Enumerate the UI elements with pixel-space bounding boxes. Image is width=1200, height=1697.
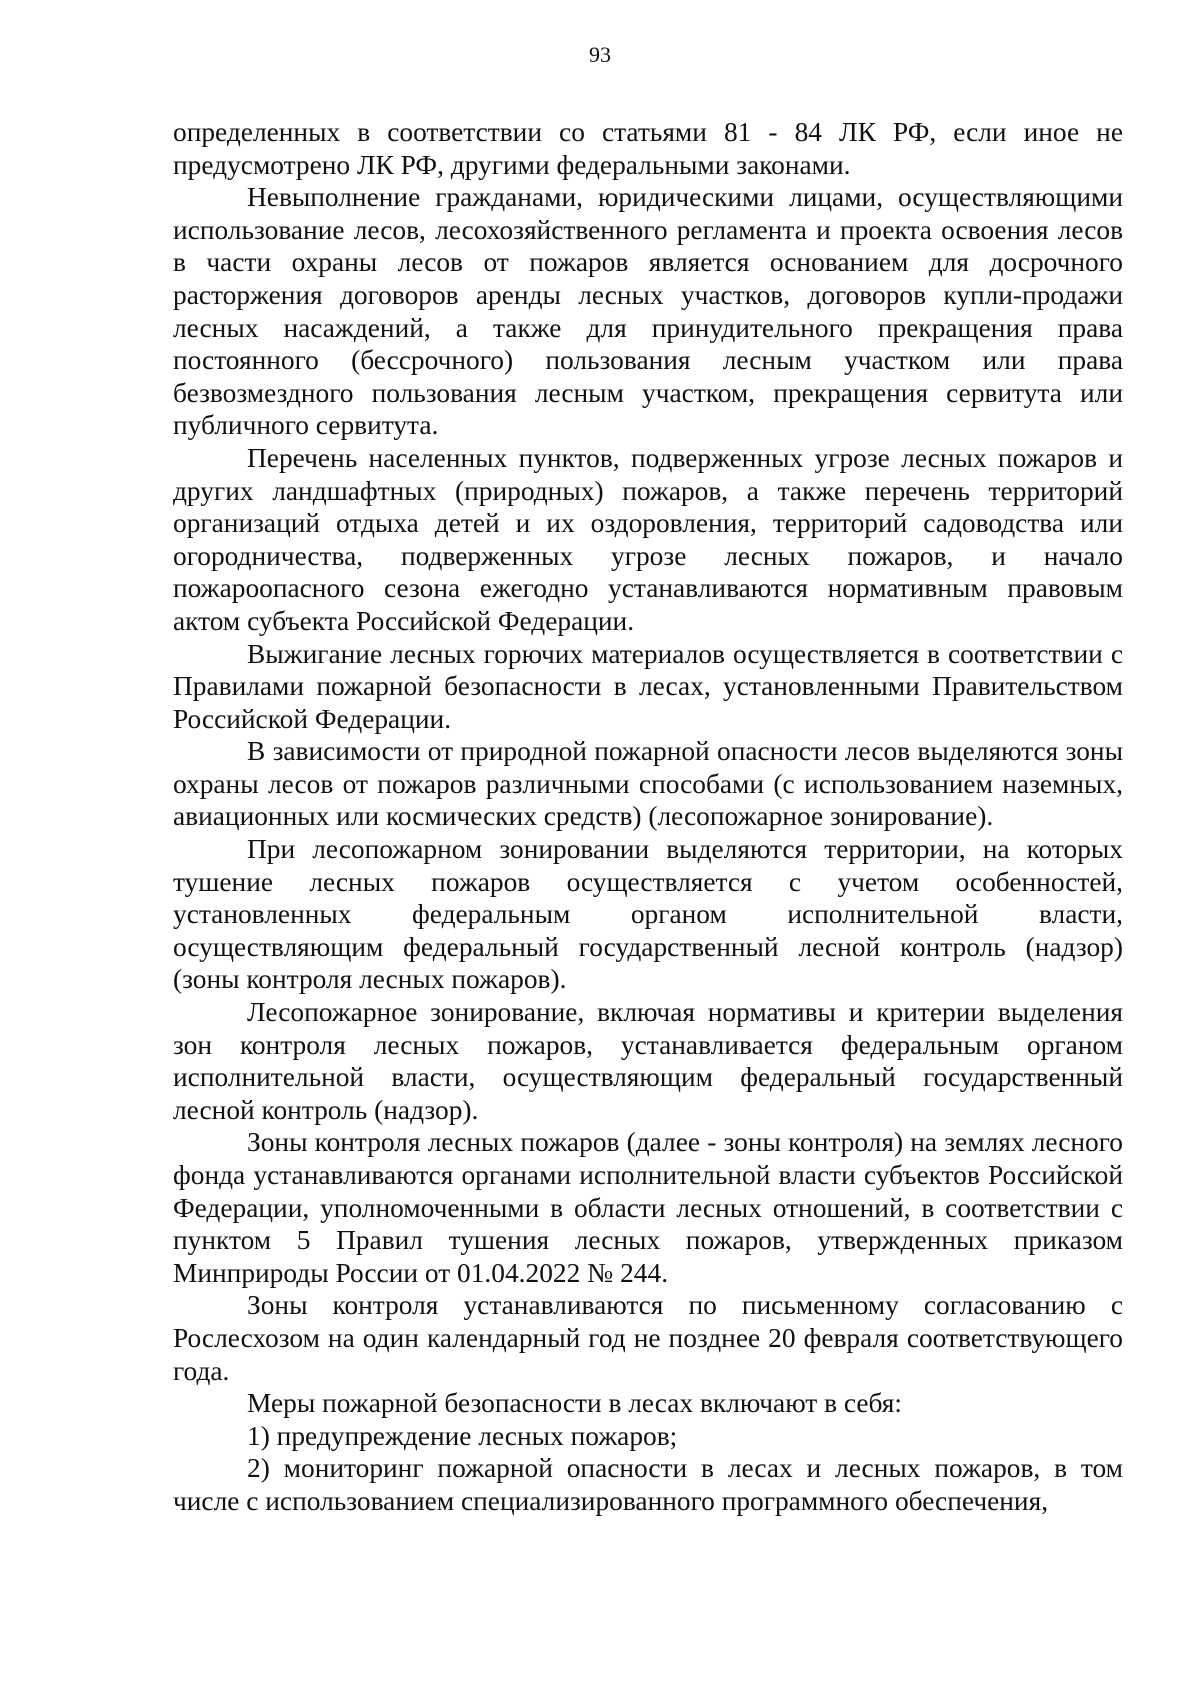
paragraph: При лесопожарном зонировании выделяются территории, на которых тушение лесных пожаров осуществляется с учетом особенностей, установленных федеральным органом исполнительной власти, осуществляющим федеральный государственный лесной контроль (надзор) (зоны контроля лесных пожаров). <box>173 834 1123 995</box>
paragraph: Лесопожарное зонирование, включая нормативы и критерии выделения зон контроля лесных пожаров, устанавливается федеральным органом исполнительной власти, осуществляющим федеральный государственный лесной контроль (надзор). <box>173 997 1123 1125</box>
paragraph: Перечень населенных пунктов, подверженных угрозе лесных пожаров и других ландшафтных (природных) пожаров, а также перечень территорий организаций отдыха детей и их оздоровления, территорий садоводства или огородничества, подверженных угрозе лесных пожаров, и начало пожароопасного сезона ежегодно устанавливаются нормативным правовым актом субъекта Российской Федерации. <box>173 442 1123 636</box>
paragraph: Зоны контроля лесных пожаров (далее - зоны контроля) на землях лесного фонда устанавливаются органами исполнительной власти субъектов Российской Федерации, уполномоченными в области лесных отношений, в соответствии с пунктом 5 Правил тушения лесных пожаров, утвержденных приказом Минприроды России от 01.04.2022 № 244. <box>173 1127 1123 1288</box>
page-number: 93 <box>589 42 611 67</box>
paragraph: Меры пожарной безопасности в лесах включают в себя: <box>247 1388 903 1419</box>
list-item: 1) предупреждение лесных пожаров; <box>247 1420 678 1451</box>
paragraph: Выжигание лесных горючих материалов осуществляется в соответствии с Правилами пожарной безопасности в лесах, установленными Правительством Российской Федерации. <box>173 638 1123 734</box>
paragraph: В зависимости от природной пожарной опасности лесов выделяются зоны охраны лесов от пожаров различными способами (с использованием наземных, авиационных или космических средств) (лесопожарное зонирование). <box>173 736 1123 832</box>
paragraph: определенных в соответствии со статьями 81 - 84 ЛК РФ, если иное не предусмотрено ЛК РФ, другими федеральными законами. <box>173 117 1123 180</box>
list-item: 2) мониторинг пожарной опасности в лесах и лесных пожаров, в том числе с использованием специализированного программного обеспечения, <box>173 1453 1123 1516</box>
paragraph: Невыполнение гражданами, юридическими лицами, осуществляющими использование лесов, лесохозяйственного регламента и проекта освоения лесов в части охраны лесов от пожаров является основанием для досрочного расторжения договоров аренды лесных участков, договоров купли-продажи лесных насаждений, а также для принудительного прекращения права постоянного (бессрочного) пользования лесным участком или права безвозмездного пользования лесным участком, прекращения сервитута или публичного сервитута. <box>173 182 1123 441</box>
document-body <box>173 116 1123 1518</box>
paragraph: Зоны контроля устанавливаются по письменному согласованию с Рослесхозом на один календарный год не позднее 20 февраля соответствующего года. <box>173 1290 1123 1386</box>
